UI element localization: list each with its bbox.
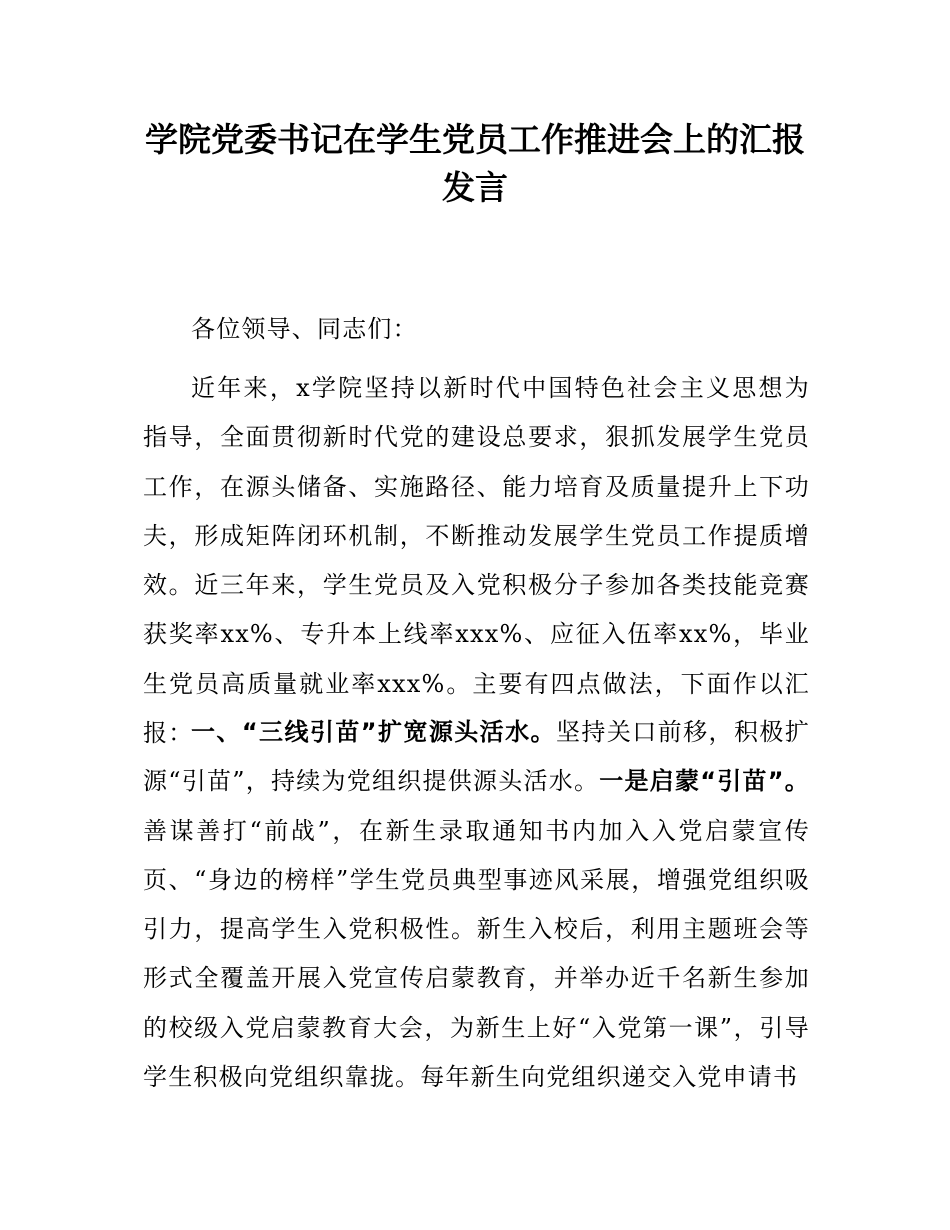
section-body: 善谋善打“前战”，在新生录取通知书内加入入党启蒙宣传页、“身边的榜样”学生党员典型事迹风采展，增强党组织吸引力，提高学生入党积极性。新生入校后，利用主题班会等形式全覆盖开展入党宣传启蒙教育，并举办近千名新生参加的校级入党启蒙教育大会，为新生上好“入党第一课”，引导学生积极向党组织靠拢。每年新生向党组织递交入党申请书 — [143, 816, 810, 1092]
document-title: 学院党委书记在学生党员工作推进会上的汇报发言 — [145, 120, 805, 207]
paragraph-section-1 — [143, 708, 810, 1102]
salutation: 各位领导、同志们： — [191, 315, 418, 343]
sub-heading: 一是启蒙“引苗”。 — [599, 767, 810, 796]
section-intro: 坚持关口前移，积极扩源“引苗”，持续为党组织提供源头活水。 — [143, 718, 811, 796]
paragraph-intro: 近年来，x学院坚持以新时代中国特色社会主义思想为指导，全面贯彻新时代党的建设总要求，狠抓发展学生党员工作，在源头储备、实施路径、能力培育及质量提升上下功夫，形成矩阵闭环机制，不断推动发展学生党员工作提质增效。近三年来，学生党员及入党积极分子参加各类技能竞赛获奖率xx%、专升本上线率xxx%、应征入伍率xx%，毕业生党员高质量就业率xxx%。主要有四点做法，下面作以汇报： — [143, 374, 810, 748]
section-heading: 一、“三线引苗”扩宽源头活水。 — [191, 718, 556, 746]
